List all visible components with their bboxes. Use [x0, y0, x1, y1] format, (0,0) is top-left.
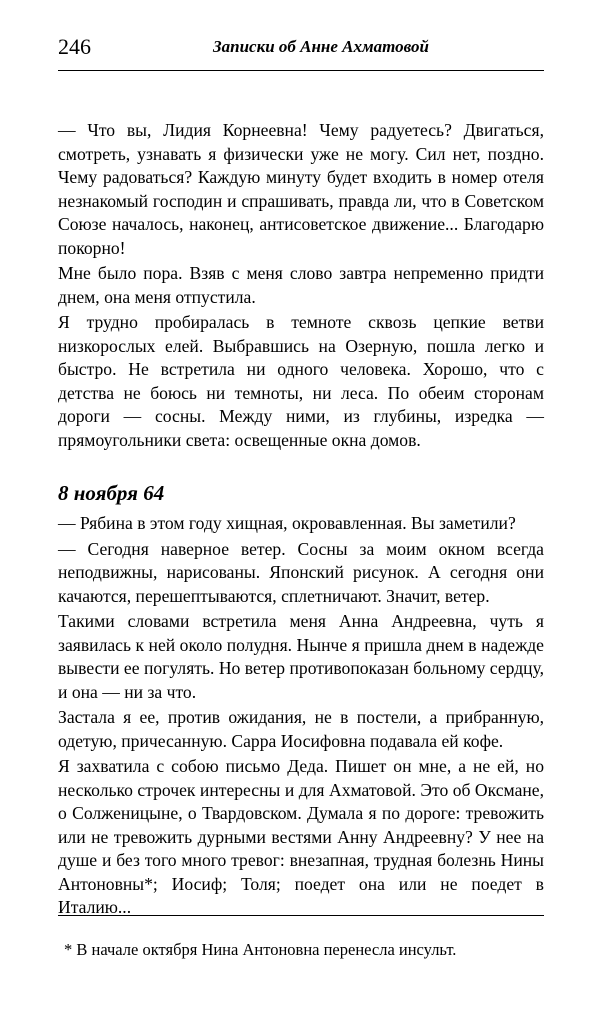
paragraph: — Рябина в этом году хищная, окровавленная. Вы заметили?	[58, 513, 516, 533]
page-body	[58, 119, 544, 920]
book-page	[58, 30, 544, 920]
paragraph: Застала я ее, против ожидания, не в постели, а прибранную, одетую, причесанную. Сарра Иосифовна подавала ей кофе.	[58, 707, 544, 751]
paragraph: Мне было пора. Взяв с меня слово завтра непременно придти днем, она меня отпустила.	[58, 263, 544, 307]
date-heading: 8 ноября 64	[58, 481, 165, 505]
paragraph: — Что вы, Лидия Корнеевна! Чему радуетесь? Двигаться, смотреть, узнавать я физически уже не могу. Сил нет, поздно. Чему радоваться? Каждую минуту будет входить в номер отеля незнакомый господин и спрашивать, правда ли, что в Советском Союзе началось, наконец, антисоветское движение... Благодарю покорно!	[58, 120, 544, 258]
footnote-divider	[58, 915, 544, 916]
paragraph: Я трудно пробиралась в темноте сквозь цепкие ветви низкорослых елей. Выбравшись на Озерную, пошла легко и быстро. Не встретила ни одного человека. Хорошо, что с детства не боюсь ни темноты, ни леса. По обеим сторонам дороги — сосны. Между ними, из глубины, изредка — прямоугольники света: освещенные окна домов.	[58, 312, 544, 450]
paragraph: — Сегодня наверное ветер. Сосны за моим окном всегда неподвижны, нарисованы. Японский рисунок. А сегодня они качаются, перешептываются, сплетничают. Значит, ветер.	[58, 538, 544, 606]
running-head	[58, 30, 544, 71]
paragraph: Я захватила с собою письмо Деда. Пишет он мне, а не ей, но несколько строчек интересны и для Ахматовой. Это об Оксмане, о Солженицыне, о Твардовском. Думала я по дороге: тревожить или не тревожить дурными вестями Анну Андреевну? У нее на душе и без того много тревог: внезапная, трудная болезнь Нины Антоновны*; Иосиф; Толя; поедет она или не поедет в Италию...	[58, 756, 544, 917]
paragraph: Такими словами встретила меня Анна Андреевна, чуть я заявилась к ней около полудня. Нынче я пришла днем в надежде вывести ее погулять. Но ветер противопоказан больному сердцу, и она — ни за что.	[58, 611, 544, 702]
book-title: Записки об Анне Ахматовой	[213, 37, 429, 56]
page-number: 246	[58, 34, 91, 59]
footnote: * В начале октября Нина Антоновна перенесла инсульт.	[64, 940, 457, 959]
